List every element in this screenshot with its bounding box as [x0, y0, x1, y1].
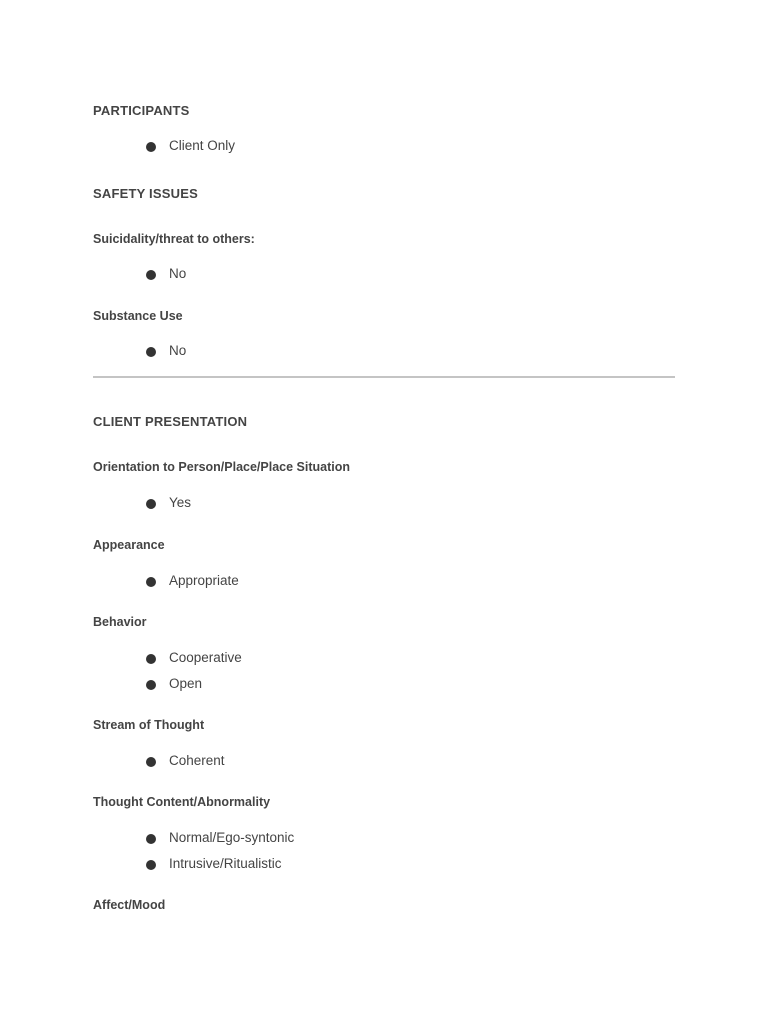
- affect-mood-label: Affect/Mood: [93, 898, 166, 912]
- client-presentation-heading: CLIENT PRESENTATION: [93, 414, 248, 429]
- bullet-text: No: [169, 266, 187, 281]
- bullet-icon: [146, 142, 156, 152]
- thought-content-label: Thought Content/Abnormality: [93, 795, 271, 809]
- bullet-text: Client Only: [169, 138, 236, 153]
- participants-heading: PARTICIPANTS: [93, 103, 190, 118]
- bullet-text: Intrusive/Ritualistic: [169, 856, 282, 871]
- appearance-item: [146, 573, 239, 588]
- substance-use-label: Substance Use: [93, 309, 183, 323]
- bullet-text: Appropriate: [169, 573, 239, 588]
- bullet-text: Open: [169, 676, 203, 691]
- substance-use-item: [146, 343, 186, 358]
- bullet-icon: [146, 654, 156, 664]
- orientation-label: Orientation to Person/Place/Place Situation: [93, 460, 351, 474]
- bullet-text: Normal/Ego-syntonic: [169, 830, 295, 845]
- bullet-icon: [146, 499, 156, 509]
- bullet-text: Coherent: [169, 753, 225, 768]
- bullet-icon: [146, 834, 156, 844]
- section-divider: [93, 376, 675, 378]
- bullet-icon: [146, 577, 156, 587]
- behavior-item: [146, 676, 202, 691]
- participants-item-client-only: [146, 138, 235, 153]
- suicidality-label: Suicidality/threat to others:: [93, 232, 255, 246]
- bullet-text: No: [169, 343, 187, 358]
- stream-of-thought-item: [146, 753, 225, 768]
- bullet-icon: [146, 757, 156, 767]
- stream-of-thought-label: Stream of Thought: [93, 718, 205, 732]
- behavior-label: Behavior: [93, 615, 147, 629]
- bullet-icon: [146, 270, 156, 280]
- bullet-text: Cooperative: [169, 650, 242, 665]
- orientation-item: [146, 495, 191, 510]
- behavior-item: [146, 650, 242, 665]
- bullet-icon: [146, 680, 156, 690]
- thought-content-item: [146, 830, 294, 845]
- thought-content-item: [146, 856, 282, 871]
- bullet-text: Yes: [169, 495, 192, 510]
- suicidality-item: [146, 266, 186, 281]
- appearance-label: Appearance: [93, 538, 165, 552]
- bullet-icon: [146, 347, 156, 357]
- bullet-icon: [146, 860, 156, 870]
- safety-issues-heading: SAFETY ISSUES: [93, 186, 198, 201]
